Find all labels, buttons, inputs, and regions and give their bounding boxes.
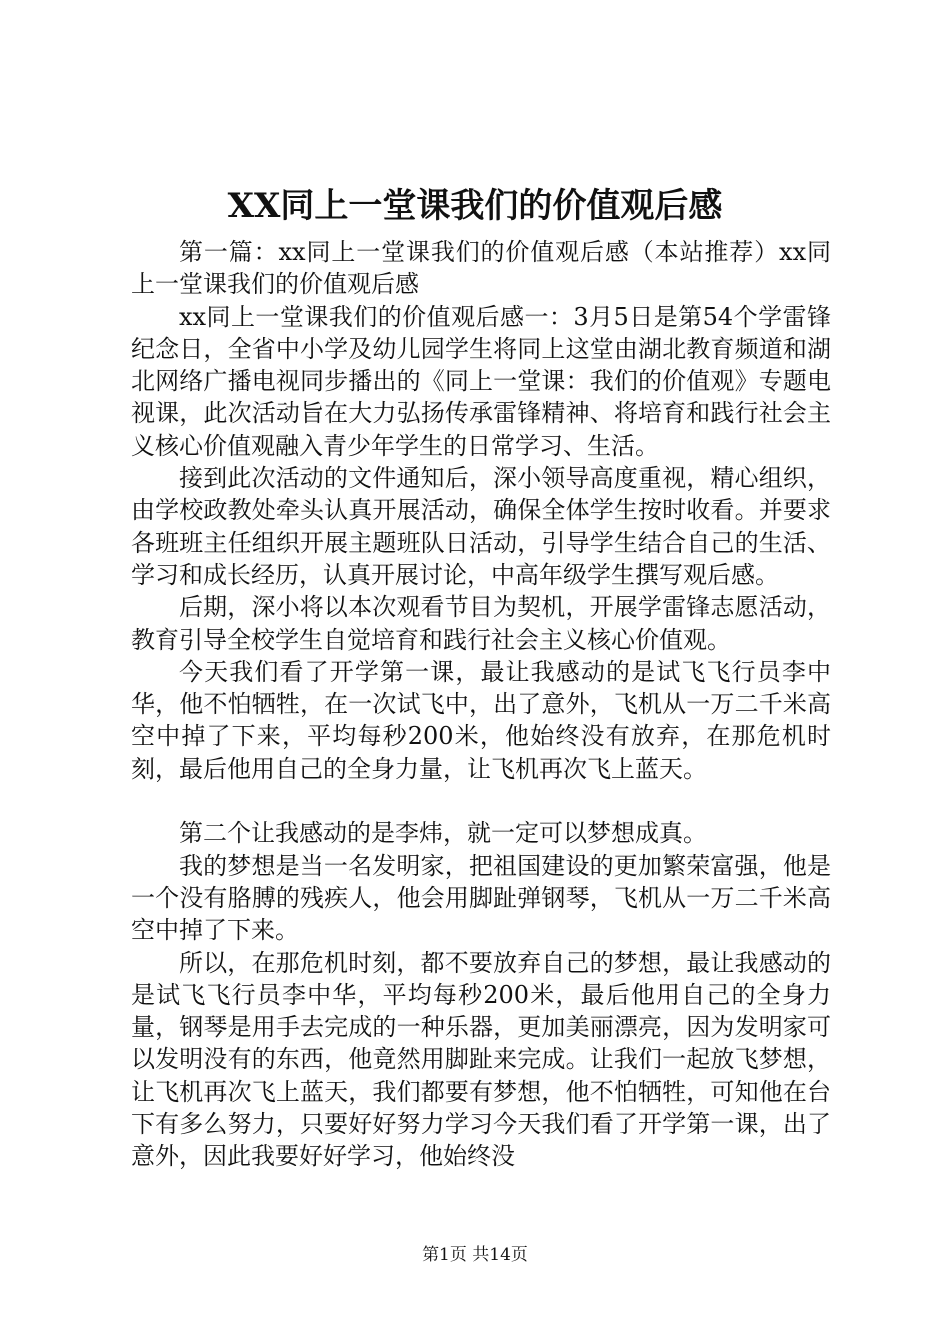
- paragraph-3: 接到此次活动的文件通知后，深小领导高度重视，精心组织，由学校政教处牵头认真开展活动，确保全体学生按时收看。并要求各班班主任组织开展主题班队日活动，引导学生结合自己的生活、学习和成长经历，认真开展讨论，中高年级学生撰写观后感。: [131, 464, 831, 589]
- paragraph-7: 我的梦想是当一名发明家，把祖国建设的更加繁荣富强，他是一个没有胳膊的残疾人，他会用脚趾弹钢琴，飞机从一万二千米高空中掉了下来。: [131, 851, 831, 945]
- paragraph-1: 第一篇：xx同上一堂课我们的价值观后感（本站推荐）xx同上一堂课我们的价值观后感: [131, 238, 831, 299]
- paragraph-spacer: [131, 785, 831, 817]
- paragraph-5: 今天我们看了开学第一课，最让我感动的是试飞飞行员李中华，他不怕牺牲，在一次试飞中，出了意外，飞机从一万二千米高空中掉了下来，平均每秒200米，他始终没有放弃，在那危机时刻，最后他用自己的全身力量，让飞机再次飞上蓝天。: [131, 657, 831, 783]
- document-body: [131, 236, 831, 1173]
- paragraph-4: 后期，深小将以本次观看节目为契机，开展学雷锋志愿活动，教育引导全校学生自觉培育和践行社会主义核心价值观。: [131, 593, 831, 654]
- paragraph-6: 第二个让我感动的是李炜，就一定可以梦想成真。: [179, 819, 707, 848]
- document-title: XX同上一堂课我们的价值观后感: [227, 186, 723, 226]
- page-footer: 第1页 共14页: [422, 1245, 528, 1265]
- paragraph-2: xx同上一堂课我们的价值观后感一：3月5日是第54个学雷锋纪念日，全省中小学及幼儿园学生将同上这堂由湖北教育频道和湖北网络广播电视同步播出的《同上一堂课：我们的价值观》专题电视课，此次活动旨在大力弘扬传承雷锋精神、将培育和践行社会主义核心价值观融入青少年学生的日常学习、生活。: [131, 302, 831, 460]
- paragraph-8: 所以，在那危机时刻，都不要放弃自己的梦想，最让我感动的是试飞飞行员李中华，平均每秒200米，最后他用自己的全身力量，钢琴是用手去完成的一种乐器，更加美丽漂亮，因为发明家可以发明没有的东西，他竟然用脚趾来完成。让我们一起放飞梦想，让飞机再次飞上蓝天，我们都要有梦想，他不怕牺牲，可知他在台下有多么努力，只要好好努力学习今天我们看了开学第一课，出了意外，因此我要好好学习，他始终没: [131, 948, 831, 1171]
